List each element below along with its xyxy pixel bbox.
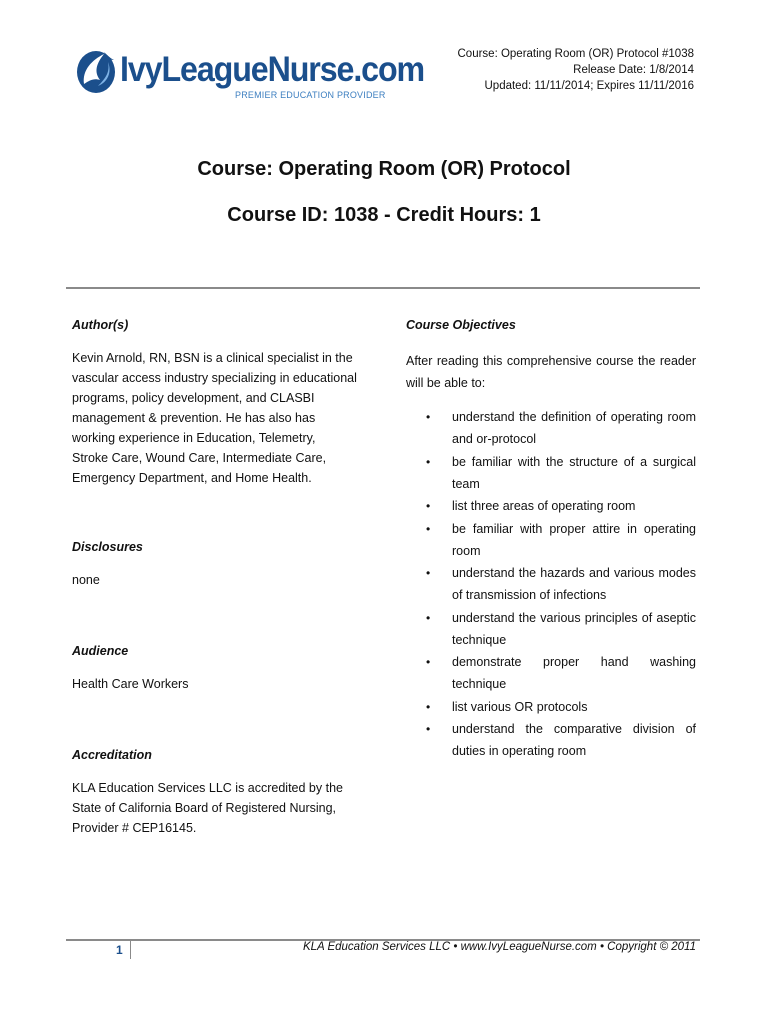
objective-text: understand the definition of operating room and or-protocol bbox=[452, 410, 696, 446]
brand-wordmark-ivy: Ivy bbox=[120, 50, 162, 89]
brand-wordmark bbox=[120, 50, 424, 90]
course-meta bbox=[458, 46, 695, 94]
objective-text: demonstrate proper hand washing technique bbox=[452, 655, 696, 691]
list-item bbox=[406, 651, 696, 695]
objective-text: understand the comparative division of duties in operating room bbox=[452, 722, 696, 758]
bullet-icon: • bbox=[426, 566, 431, 580]
brand-tagline: PREMIER EDUCATION PROVIDER bbox=[235, 90, 386, 100]
accreditation-heading: Accreditation bbox=[72, 748, 152, 762]
bullet-icon: • bbox=[426, 410, 431, 424]
course-id-credits: Course ID: 1038 - Credit Hours: 1 bbox=[227, 204, 541, 226]
header-divider bbox=[66, 287, 700, 289]
accreditation-section bbox=[72, 746, 372, 838]
accreditation-line: KLA Education Services LLC is accredited by the bbox=[72, 781, 343, 795]
bullet-icon: • bbox=[426, 655, 431, 669]
accreditation-line: Provider # CEP16145. bbox=[72, 821, 197, 835]
objective-text: be familiar with proper attire in operating room bbox=[452, 521, 696, 558]
list-item bbox=[406, 562, 696, 606]
author-bio-line: Kevin Arnold, RN, BSN is a clinical specialist in the bbox=[72, 351, 353, 365]
meta-release-date: Release Date: 1/8/2014 bbox=[573, 64, 694, 76]
author-heading: Author(s) bbox=[72, 318, 129, 332]
objective-text: list various OR protocols bbox=[452, 699, 588, 714]
objective-text: be familiar with the structure of a surgical team bbox=[452, 454, 696, 491]
right-column bbox=[406, 316, 696, 763]
audience-text: Health Care Workers bbox=[72, 677, 189, 691]
disclosures-text: none bbox=[72, 573, 100, 587]
objectives-intro: After reading this comprehensive course the reader will be able to: bbox=[406, 354, 696, 390]
list-item bbox=[406, 406, 696, 450]
objective-text: understand the hazards and various modes of transmission of infections bbox=[452, 566, 696, 602]
author-bio-line: programs, policy development, and CLASBI bbox=[72, 391, 315, 405]
list-item bbox=[406, 607, 696, 651]
list-item bbox=[406, 495, 696, 517]
disclosures-section bbox=[72, 538, 372, 590]
accreditation-line: State of California Board of Registered Nursing, bbox=[72, 801, 337, 815]
page-number-divider bbox=[130, 941, 131, 959]
list-item bbox=[406, 451, 696, 495]
author-bio-line: vascular access industry specializing in educational bbox=[72, 371, 357, 385]
meta-updated: Updated: 11/11/2014; Expires 11/11/2016 bbox=[484, 80, 694, 92]
course-title: Course: Operating Room (OR) Protocol bbox=[197, 158, 571, 180]
objective-text: list three areas of operating room bbox=[452, 499, 636, 513]
author-bio bbox=[72, 348, 372, 488]
ivyleaguenurse-logo-icon bbox=[74, 46, 120, 96]
meta-course: Course: Operating Room (OR) Protocol #1038 bbox=[457, 48, 694, 60]
bullet-icon: • bbox=[426, 722, 431, 736]
audience-section bbox=[72, 642, 372, 694]
list-item bbox=[406, 718, 696, 762]
objectives-heading: Course Objectives bbox=[406, 318, 516, 332]
audience-heading: Audience bbox=[72, 644, 129, 658]
disclosures-heading: Disclosures bbox=[72, 540, 143, 554]
bullet-icon: • bbox=[426, 454, 431, 469]
author-section bbox=[72, 316, 372, 488]
author-bio-line: management & prevention. He has also has bbox=[72, 411, 316, 425]
list-item bbox=[406, 518, 696, 562]
footer-text: KLA Education Services LLC • www.IvyLeagueNurse.com • Copyright © 2011 bbox=[302, 941, 696, 953]
bullet-icon: • bbox=[426, 610, 431, 625]
author-bio-line: working experience in Education, Telemetry, bbox=[72, 431, 316, 445]
author-bio-line: Emergency Department, and Home Health. bbox=[72, 471, 312, 485]
bullet-icon: • bbox=[426, 699, 431, 714]
bullet-icon: • bbox=[426, 499, 431, 513]
author-bio-line: Stroke Care, Wound Care, Intermediate Care, bbox=[72, 451, 327, 465]
list-item bbox=[406, 696, 696, 718]
page-number: 1 bbox=[116, 943, 123, 957]
bullet-icon: • bbox=[426, 521, 431, 536]
objective-text: understand the various principles of aseptic technique bbox=[452, 610, 696, 647]
accreditation-text bbox=[72, 778, 372, 838]
objectives-list bbox=[406, 406, 696, 762]
brand-wordmark-rest: LeagueNurse.com bbox=[161, 50, 425, 89]
